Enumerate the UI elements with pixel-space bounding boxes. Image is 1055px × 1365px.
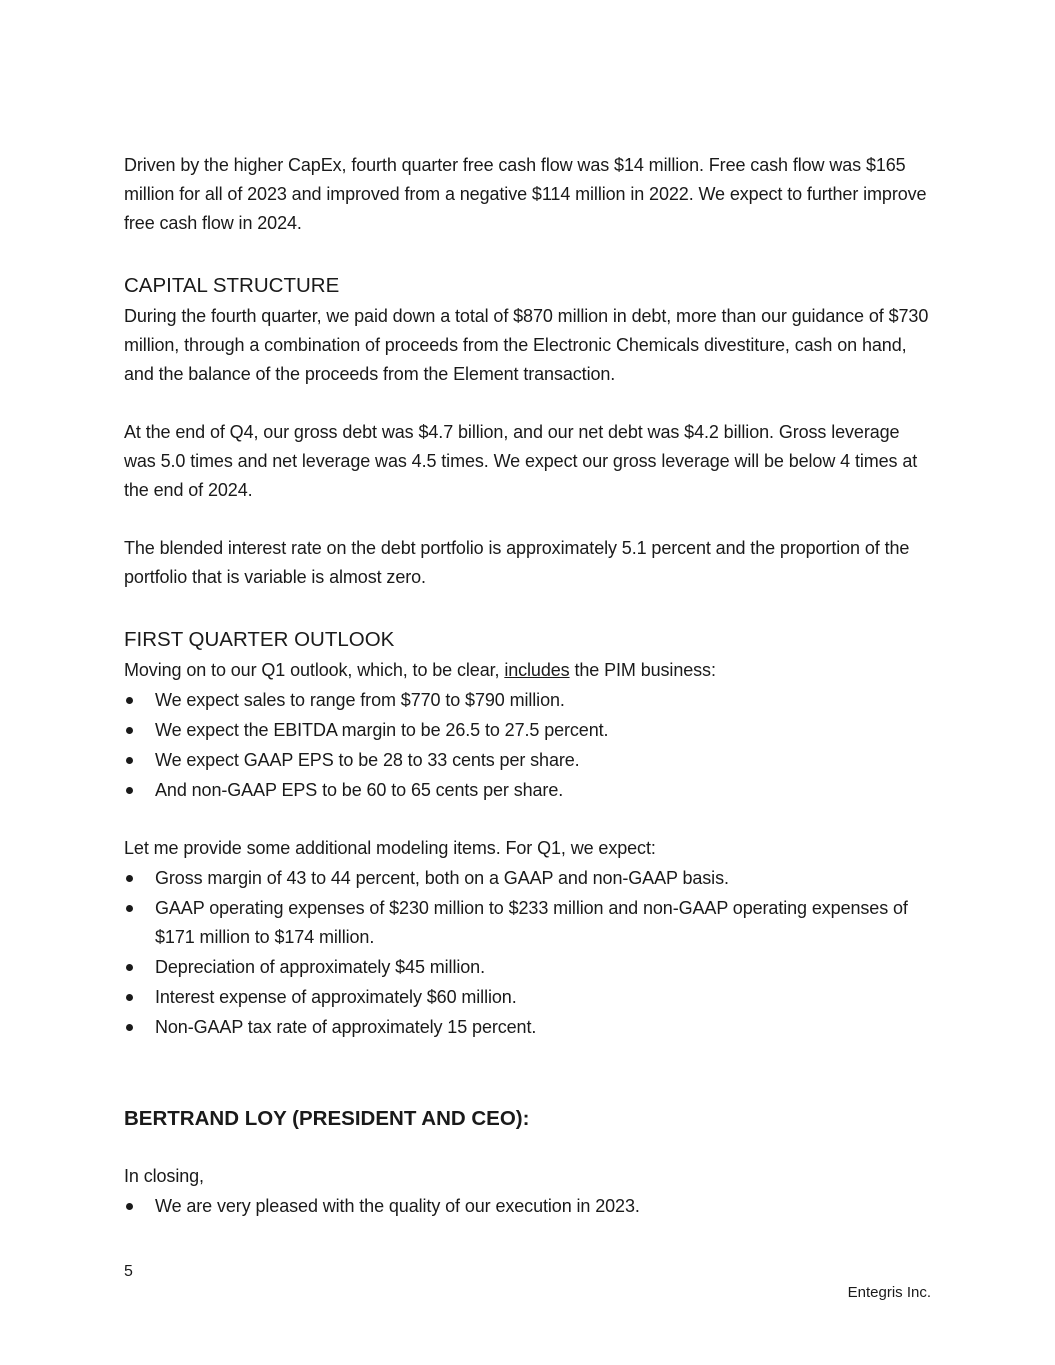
outlook-intro-text: Moving on to our Q1 outlook, which, to be clear,: [124, 660, 505, 680]
list-item: Gross margin of 43 to 44 percent, both on a GAAP and non-GAAP basis.: [124, 864, 936, 893]
outlook-intro: [124, 656, 936, 685]
outlook-intro-text: the PIM business:: [569, 660, 716, 680]
list-item: And non-GAAP EPS to be 60 to 65 cents per share.: [124, 776, 936, 805]
list-item: Interest expense of approximately $60 million.: [124, 983, 936, 1012]
list-item: We expect the EBITDA margin to be 26.5 to 27.5 percent.: [124, 716, 936, 745]
capital-structure-paragraph: The blended interest rate on the debt portfolio is approximately 5.1 percent and the proportion of the portfolio that is variable is almost zero.: [124, 538, 910, 587]
list-item: We expect GAAP EPS to be 28 to 33 cents per share.: [124, 746, 936, 775]
transcript-page: [124, 151, 936, 1222]
capital-structure-paragraph: At the end of Q4, our gross debt was $4.7 billion, and our net debt was $4.2 billion. Gross leverage was 5.0 times and net leverage was 4.5 times. We expect our gross leverage will be below 4 times at the end of 2024.: [124, 422, 918, 500]
free-cash-flow-paragraph: Driven by the higher CapEx, fourth quarter free cash flow was $14 million. Free cash flow was $165 million for all of 2023 and improved from a negative $114 million in 2022. We expect to further improve free cash flow in 2024.: [124, 155, 927, 233]
list-item: GAAP operating expenses of $230 million to $233 million and non-GAAP operating expenses of $171 million to $174 million.: [124, 894, 936, 952]
closing-intro: In closing,: [124, 1166, 204, 1186]
outlook-bullet-list: [124, 686, 936, 805]
capital-structure-heading: CAPITAL STRUCTURE: [124, 274, 340, 297]
outlook-intro-underlined: includes: [504, 660, 570, 680]
list-item: We are very pleased with the quality of our execution in 2023.: [124, 1192, 936, 1221]
speaker-heading: BERTRAND LOY (PRESIDENT AND CEO):: [124, 1107, 530, 1130]
modeling-bullet-list: [124, 864, 936, 1042]
list-item: We expect sales to range from $770 to $790 million.: [124, 686, 936, 715]
first-quarter-outlook-heading: FIRST QUARTER OUTLOOK: [124, 628, 395, 651]
list-item: Non-GAAP tax rate of approximately 15 percent.: [124, 1013, 936, 1042]
modeling-intro: Let me provide some additional modeling items. For Q1, we expect:: [124, 838, 656, 858]
page-number: 5: [124, 1263, 133, 1280]
capital-structure-paragraph: During the fourth quarter, we paid down a total of $870 million in debt, more than our guidance of $730 million, through a combination of proceeds from the Electronic Chemicals divestiture, cash on hand, and the balance of the proceeds from the Element transaction.: [124, 306, 929, 384]
list-item: Depreciation of approximately $45 million.: [124, 953, 936, 982]
company-name: Entegris Inc.: [847, 1284, 931, 1301]
closing-bullet-list: [124, 1192, 936, 1221]
